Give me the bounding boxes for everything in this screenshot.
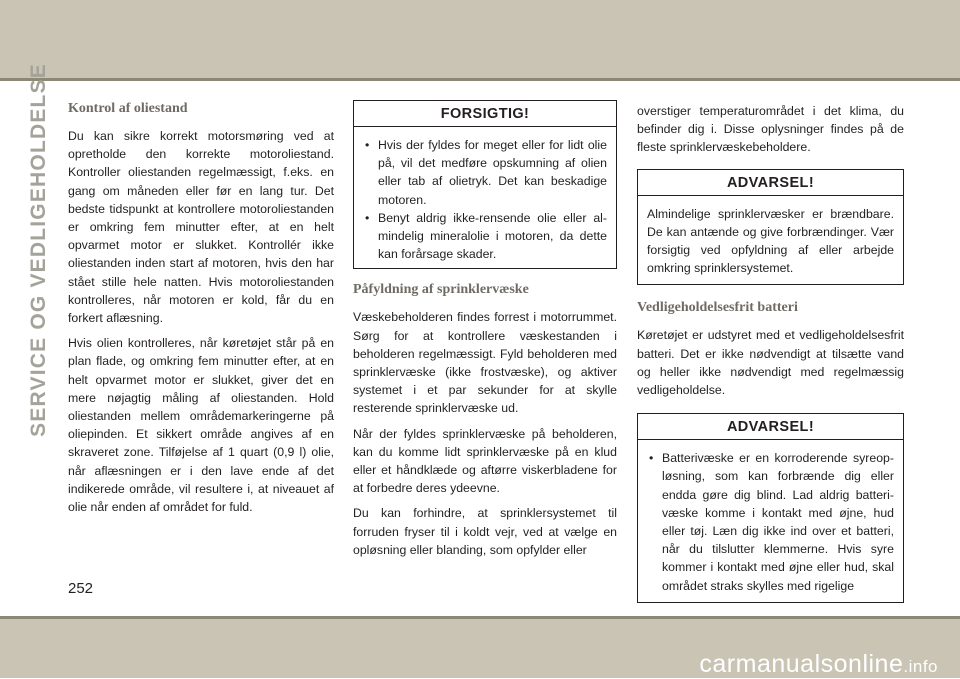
heading-washer-fluid: Påfyldning af sprinklervæske <box>353 282 529 298</box>
header-band <box>0 0 960 78</box>
section-title: SERVICE OG VEDLIGEHOLDELSE <box>27 63 50 437</box>
paragraph: Når der fyldes sprinklervæske på beholderen, kan du komme lidt sprinklervæske på en klud eller et håndklæde og aftørre viskerbladene for at forbedre deres ydeevne. <box>353 426 617 496</box>
warning-title: ADVARSEL! <box>638 170 903 196</box>
paragraph: Hvis olien kontrolleres, når køretøjet står på en plan flade, og omkring fem minutter efter, at en helt opvarmet motor er slukket, giver det en mere nøjagtig måling af oliestanden. Hold oliestanden mellem områdemarkeringerne på oliepinden. Et sikkert område angives af en skraveret zone. Tilføjelse af 1 quart (0,9 l) olie, når aflæsningen er i den lave ende af det indikerede område, vil resultere i, at niveauet af olie når enden af området for fuld. <box>68 336 334 515</box>
caution-list <box>363 136 607 263</box>
warning-list <box>647 449 894 595</box>
column-left <box>68 100 334 523</box>
page-number: 252 <box>68 580 94 597</box>
warning-title: ADVARSEL! <box>638 414 903 440</box>
header-rule <box>0 78 960 81</box>
caution-item: • Benyt aldrig ikke-rensende olie eller almindelig mineralolie i motoren, da dette kan forårsage skader. <box>363 209 607 264</box>
heading-battery: Vedligeholdelsesfrit batteri <box>637 300 798 316</box>
paragraph: overstiger temperaturområdet i det klima, du befinder dig i. Disse oplysninger findes på de fleste sprinklervæskebeholdere. <box>637 104 904 155</box>
column-right <box>637 100 904 603</box>
section-tab <box>24 63 54 437</box>
watermark-suffix: .info <box>903 657 938 676</box>
warning-box-washer <box>637 169 904 286</box>
warning-box-battery <box>637 413 904 603</box>
paragraph: Væskebeholderen findes forrest i motorrummet. Sørg for at kontrollere væskestanden i beholderen regelmæssigt. Fyld beholderen med sprinklervæske (ikke frostvæske), og aktiver systemet i et par sekunder for at skylle resterende sprinklervæske ud. <box>353 310 617 416</box>
site-watermark <box>620 650 960 678</box>
warning-item: • Batterivæske er en korroderende syreopløsning, som kan forbrænde dig eller endda gøre dig blind. Lad aldrig batterivæske komme i kontakt med øjne, hud eller tøj. Læn dig ikke ind over et batteri, når du tilslutter klemmerne. Hvis syre kommer i kontakt med øjne eller hud, skal området straks skylles med rigelige <box>647 449 894 595</box>
warning-text: Almindelige sprinklervæsker er brændbare. De kan antænde og give forbrændinger. Vær forsigtig ved opfyldning af eller arbejde omkring sprinklersystemet. <box>647 206 894 276</box>
caution-item: • Hvis der fyldes for meget eller for lidt olie på, vil det medføre opskumning af olien eller tab af olietryk. Det kan beskadige motoren. <box>363 136 607 209</box>
column-middle <box>353 100 617 566</box>
paragraph: Køretøjet er udstyret med et vedligeholdelsesfrit batteri. Det er ikke nødvendigt at tilsætte vand og heller ikke nødvendigt med regelmæssig vedligeholdelse. <box>637 328 904 398</box>
watermark-main: carmanualsonline <box>699 650 904 678</box>
paragraph: Du kan sikre korrekt motorsmøring ved at opretholde den korrekte motoroliestand. Kontroller oliestanden regelmæssigt, f.eks. en gang om måneden eller før en lang tur. Det bedste tidspunkt at kontrollere motoroliestanden er omkring fem minutter efter, at en helt opvarmet motor er slukket. Kontrollér ikke oliestanden inden start af motoren, hvis den har stået stille hele natten. Hvis motoroliestanden kontrolleres, når motoren er kold, får du en forkert aflæsning. <box>68 129 334 326</box>
caution-box <box>353 100 617 269</box>
paragraph: Du kan forhindre, at sprinklersystemet til forruden fryser til i koldt vejr, ved at vælge en opløsning eller blanding, som opfylder eller <box>353 506 617 557</box>
caution-title: FORSIGTIG! <box>354 101 616 127</box>
heading-oil-check: Kontrol af oliestand <box>68 101 188 116</box>
